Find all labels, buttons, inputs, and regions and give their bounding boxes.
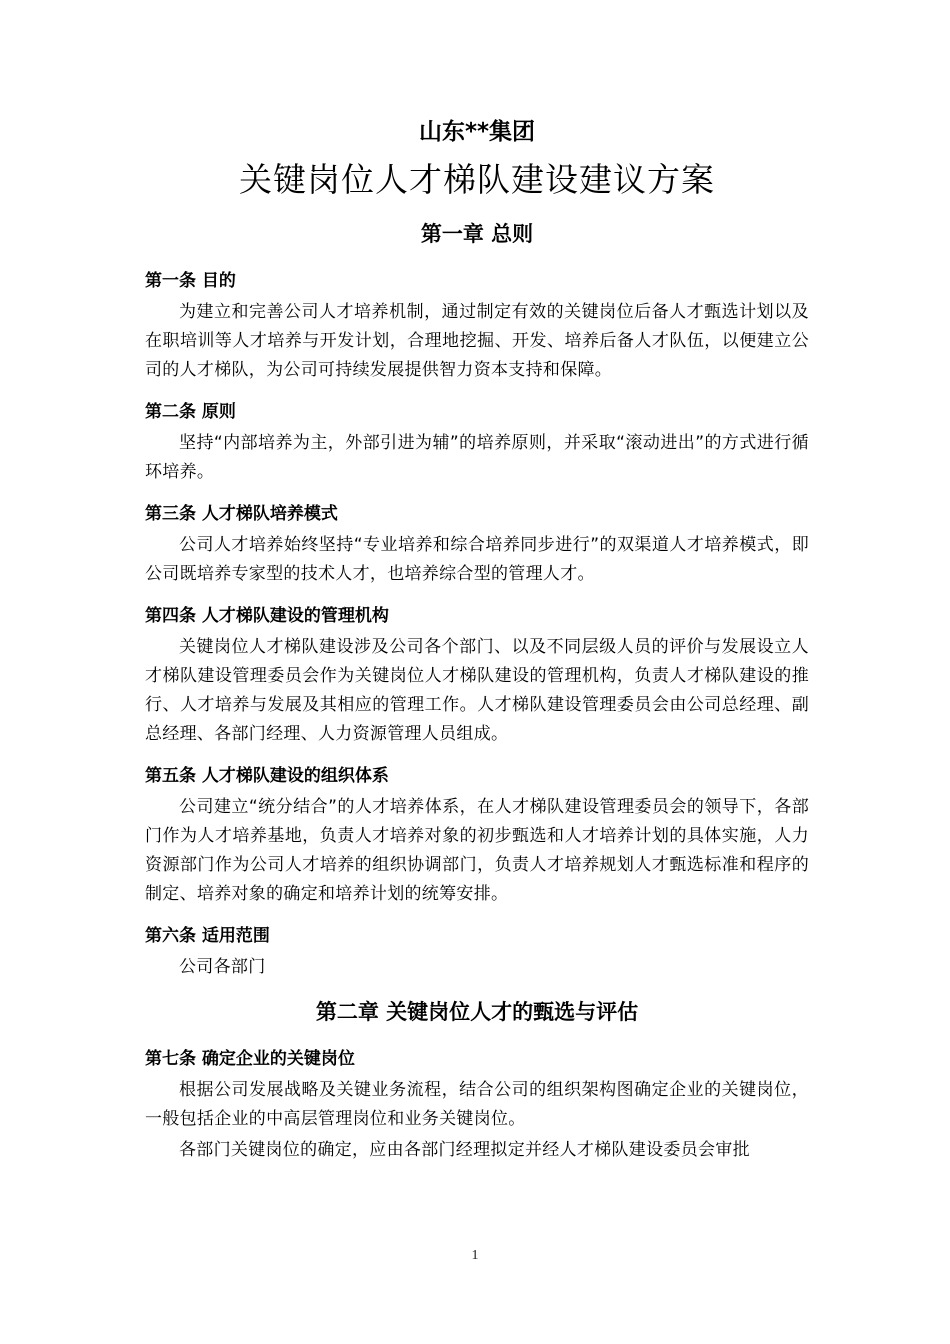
article-heading: 第一条 目的 <box>145 271 236 291</box>
article-heading: 第二条 原则 <box>145 402 236 422</box>
article-paragraph: 各部门关键岗位的确定，应由各部门经理拟定并经人才梯队建设委员会审批 <box>179 1140 750 1160</box>
chapter-heading: 第一章 总则 <box>420 222 534 246</box>
article-paragraph: 坚持“内部培养为主，外部引进为辅”的培养原则，并采取“滚动进出”的方式进行循环培养。 <box>145 433 809 482</box>
article-heading: 第三条 人才梯队培养模式 <box>145 504 338 524</box>
document-title: 关键岗位人才梯队建设建议方案 <box>239 160 715 199</box>
article-paragraph: 为建立和完善公司人才培养机制，通过制定有效的关键岗位后备人才甄选计划以及在职培训等人才培养与开发计划，合理地挖掘、开发、培养后备人才队伍，以便建立公司的人才梯队，为公司可持续发展提供智力资本支持和保障。 <box>145 302 809 380</box>
chapter-heading: 第二章 关键岗位人才的甄选与评估 <box>315 1000 639 1024</box>
article-paragraph: 关键岗位人才梯队建设涉及公司各个部门、以及不同层级人员的评价与发展设立人才梯队建设管理委员会作为关键岗位人才梯队建设的管理机构，负责人才梯队建设的推行、人才培养与发展及其相应的管理工作。人才梯队建设管理委员会由公司总经理、副总经理、各部门经理、人力资源管理人员组成。 <box>145 637 809 744</box>
article-paragraph: 公司建立“统分结合”的人才培养体系，在人才梯队建设管理委员会的领导下，各部门作为人才培养基地，负责人才培养对象的初步甄选和人才培养计划的具体实施，人力资源部门作为公司人才培养的组织协调部门，负责人才培养规划人才甄选标准和程序的制定、培养对象的确定和培养计划的统筹安排。 <box>145 797 809 904</box>
article-paragraph: 根据公司发展战略及关键业务流程，结合公司的组织架构图确定企业的关键岗位，一般包括企业的中高层管理岗位和业务关键岗位。 <box>145 1080 809 1129</box>
document-body <box>145 112 809 1165</box>
article-paragraph: 公司人才培养始终坚持“专业培养和综合培养同步进行”的双渠道人才培养模式，即公司既培养专家型的技术人才，也培养综合型的管理人才。 <box>145 535 809 584</box>
article-heading: 第四条 人才梯队建设的管理机构 <box>145 606 389 626</box>
article-heading: 第六条 适用范围 <box>145 926 270 946</box>
article-heading: 第七条 确定企业的关键岗位 <box>145 1049 355 1069</box>
organization-name: 山东**集团 <box>418 119 536 145</box>
article-paragraph: 公司各部门 <box>179 957 266 977</box>
article-heading: 第五条 人才梯队建设的组织体系 <box>145 766 389 786</box>
page-number: 1 <box>471 1248 479 1263</box>
